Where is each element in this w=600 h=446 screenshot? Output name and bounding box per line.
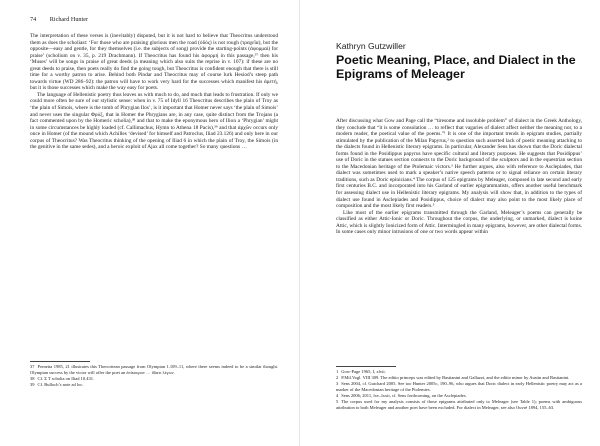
footnote (30, 382, 278, 388)
footnote-text: Gow-Page 1965, I, xlvii. (341, 369, 386, 374)
footnote-number: 2 (336, 375, 339, 381)
running-head-author: Richard Hunter (49, 16, 89, 23)
right-body-text (336, 118, 582, 236)
footnote-text: Cf. Bulloch’s note ad loc. (37, 381, 84, 387)
footnote-text: Sens 2004, cf. Guichard 2005. See too Hunter 2005c, 190–96, who argues that Doric dialect in early Hellenistic poetry may act as a marker of the Macedonian heritage of the Ptolemies. (336, 381, 582, 392)
footnote-number: 1 (336, 369, 339, 374)
running-head (30, 16, 88, 23)
footnote-number: 5 (336, 399, 339, 405)
footnote-text: The corpus used for my analysis consists of those epigrams attributed only to Meleager (see Table 1); poems with ambiguous attribution to both Meleager and another poet have been excluded. For dialect in Meleager, see also Ouvré 1894, 155–63. (336, 399, 582, 410)
footnote (336, 375, 582, 381)
footnote-rule (30, 361, 90, 362)
footnote-number: 4 (336, 393, 339, 399)
footnote-text: Pernetta 1985, 21 illustrates this Theocritean passage from Olympian 1.109–11, where there seems indeed to be a similar thought. Olympian success by the victor will offer the poet an ἐπίκουρον … ὕδατι λέγων. (30, 364, 278, 375)
paragraph: After discussing what Gow and Page call the “tiresome and insoluble problem” of dialect in the Greek Anthology, they conclude that “it is some consolation … to reflect that vagaries of dialect affect neither the meaning nor, to a modern reader, the poetical value of the poems.”¹ It is one of the important trends in epigram studies, partially stimulated by the publication of the Milan Papyrus,² to question such asserted lack of poetic meaning attaching to the dialects found in Hellenistic literary epigrams. In particular, Alexander Sens has shown that the Doric dialectal forms found in the Posidippus papyrus have specific cultural and literary purposes. He suggests that Posidippus’ use of Doric in the statues section connects to the Doric background of the sculptors and in the equestrian section to the Macedonian heritage of the Ptolemaic victors.³ He further argues, also with reference to Asclepiades, that dialect was sometimes used to mark a speaker’s native speech patterns or to signal reliance on certain literary traditions, such as Doric epinicians.⁴ The corpus of 125 epigrams by Meleager, composed in late second and early first centuries B.C. and incorporated into his Garland of earlier epigrammatists, offers another useful benchmark for assessing dialect use in Hellenistic literary epigrams. My analysis will show that, in addition to the types of dialect use found in Asclepiades and Posidippus, choice of dialect may also point to the most likely place of composition and the most likely first readers.⁵ (336, 118, 582, 210)
footnote-number: 37 (30, 364, 35, 369)
left-footnotes (30, 364, 278, 388)
footnote-rule (336, 366, 396, 367)
chapter-author: Kathryn Gutzwiller (336, 41, 406, 51)
footnote (30, 376, 278, 382)
paragraph: The language of Hellenistic poetry thus leaves us with much to do, and much that leads to frustration. If only we could more often be sure of our stylistic sense: when in v. 75 of Idyll 16 Theocritus describes the plain of Troy as ‘the plain of Simois, where is the tomb of Phrygian Ilos’, is it important that Homer never says ‘the plain of Simois’ and never uses the singular Φρύξ, that in Homer the Phrygians are, in any case, quite distinct from the Trojans (a fact commented upon by the Homeric scholia),³⁸ and that to make the eponymous hero of Ilion a ‘Phrygian’ might in some circumstances be highly loaded (cf. Callimachus, Hymn to Athena 18 Pacis),³⁹ and that ἀρχῶν occurs only once in Homer (of the mound which Achilles ‘devised’ for himself and Patroclus, Iliad 23.126) and only here in our corpus of Theocritus? Was Theocritus thinking of the opening of Iliad 6 in which the plain of Troy, the Simois (in the genitive in the same sedes), and a heroic exploit of Ajax all come together? So many questions … (30, 91, 278, 151)
right-footnotes (336, 369, 582, 411)
footnote (336, 399, 582, 410)
footnote-text: Sens 2006; 2011, lxv–lxxii, cf. Sens forthcoming, on the Asclepiades. (341, 393, 467, 399)
page-number: 74 (30, 16, 37, 23)
footnote-text: P.Mil.Vogl. VIII 309. The editio princeps was edited by Bastianini and Gallazzi, and the editio minor by Austin and Bastianini. (341, 375, 570, 381)
left-body-text (30, 33, 278, 151)
paragraph: The interpretation of these verses is (inevitably) disputed, but it is not hard to believe that Theocritus understood them as does the scholiast: ‘For those who are praising glorious men the road (ὁδός) is not rough (τραχεῖα), but the opposite—easy and gentle, for they themselves (i.e. the subjects of song) provide the starting-points (ἀφορμαί) for praise’ (scholium on v. 35, p. 219 Drachmann). If Theocritus has found his ἀφορμή in this passage,³⁷ then his ‘Muses’ will be songs in praise of great deeds (a meaning which also suits the reprise in v. 107): if these are no great deeds to praise, then poets really do find the going tough, but Theocritus is confident enough that there is still time for a worthy patron to arise. Behind both Pindar and Theocritus may of course lurk Hesiod’s steep path towards virtue (WD 286–92): the patron will have to work very hard for the successes which manifest his ἀρετή, but it is those successes which make the way easy for poets. (30, 33, 278, 92)
footnote (336, 369, 582, 375)
footnote (336, 381, 582, 392)
footnote-number: 38 (30, 375, 35, 381)
footnote (336, 393, 582, 399)
footnote-text: Cf. Σ T scholia on Iliad 10.431. (37, 375, 95, 381)
right-page (300, 0, 600, 446)
chapter-title: Poetic Meaning, Place, and Dialect in the Epigrams of Meleager (336, 53, 576, 81)
footnote-number: 3 (336, 381, 339, 387)
paragraph: Like most of the earlier epigrams transmitted through the Garland, Meleager’s poems can generally be classified as either Attic-Ionic or Doric. Throughout the corpus, the underlying, or unmarked, dialect is koine Attic, which is slightly Ionicized form of Attic. Intermingled in many epigrams, however, are other dialectal forms. In some cases only minor intrusions of one or two words appear within (336, 209, 582, 236)
footnote (30, 364, 278, 375)
footnote-number: 39 (30, 381, 35, 387)
